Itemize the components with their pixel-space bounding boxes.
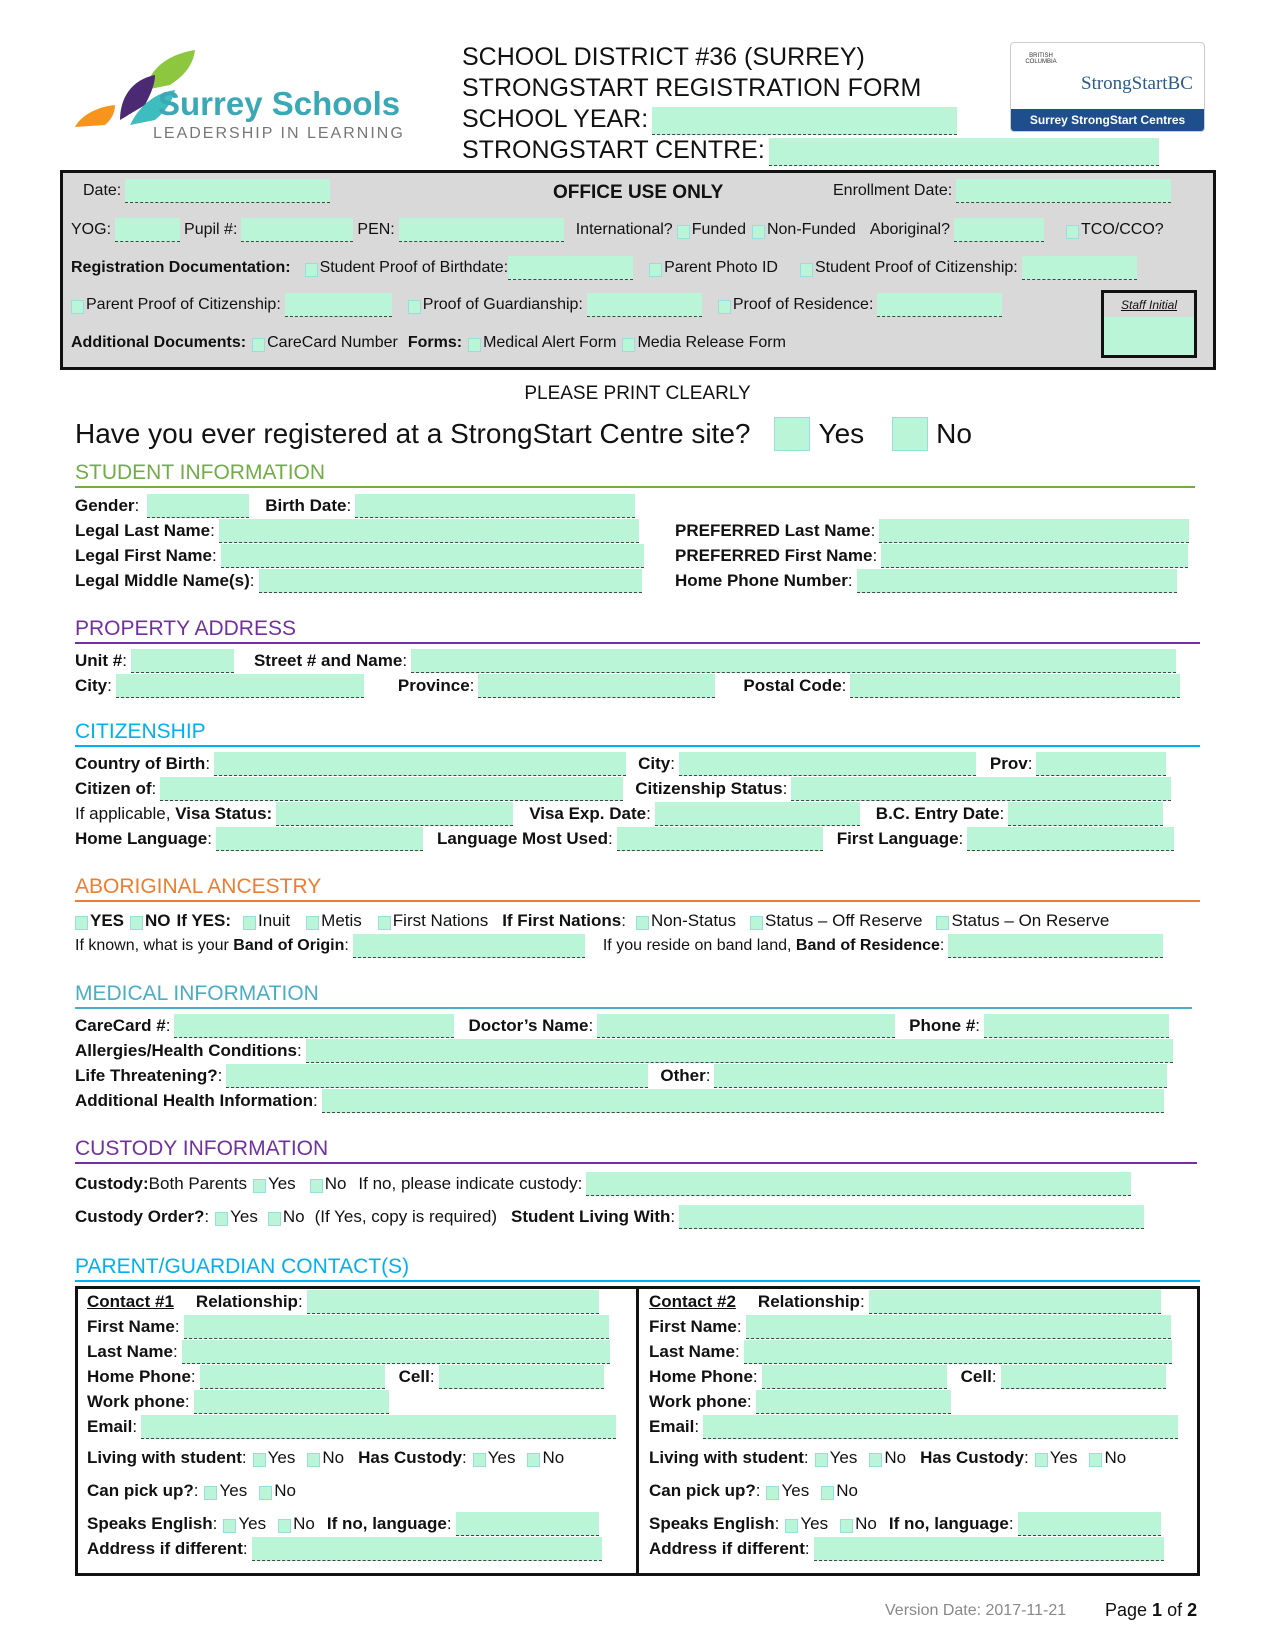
page-of: of [1162, 1600, 1188, 1620]
english-no-checkbox[interactable] [840, 1519, 853, 1533]
indicate-custody-field[interactable] [586, 1172, 1131, 1196]
carecard-field[interactable] [174, 1014, 454, 1038]
cell-label: Cell [960, 1367, 992, 1386]
custody-no-checkbox[interactable] [310, 1179, 323, 1193]
registered-yes-checkbox[interactable] [774, 417, 810, 451]
additional-health-label: Additional Health Information [75, 1091, 313, 1110]
allergies-field[interactable] [306, 1039, 1173, 1063]
both-parents-label: Both Parents [148, 1174, 247, 1193]
logo-name: Surrey Schools [158, 85, 401, 122]
language-field[interactable] [456, 1512, 599, 1536]
address-field[interactable] [252, 1537, 602, 1561]
contact-2-title: Contact #2 [649, 1292, 736, 1311]
first-nations-label: First Nations [392, 911, 489, 930]
other-field[interactable] [714, 1064, 1167, 1088]
off-reserve-label: Status – Off Reserve [765, 911, 923, 930]
inuit-label: Inuit [258, 911, 291, 930]
last-name-field[interactable] [182, 1340, 610, 1364]
aboriginal-yes-label: YES [90, 911, 125, 930]
province-label: Province [397, 676, 470, 695]
birth-city-field[interactable] [679, 752, 976, 776]
pickup-no-checkbox[interactable] [259, 1486, 272, 1500]
visa-exp-label: Visa Exp. Date [529, 804, 647, 823]
media-release-label: Media Release Form [637, 334, 786, 351]
home-phone-field[interactable] [762, 1365, 947, 1389]
aboriginal-yes-checkbox[interactable] [75, 916, 88, 930]
forms-label: Forms: [407, 334, 463, 351]
street-field[interactable] [411, 649, 1176, 673]
page-total: 2 [1187, 1600, 1198, 1620]
form-title: STRONGSTART REGISTRATION FORM [462, 74, 922, 102]
no-label: No [293, 1514, 315, 1533]
inuit-checkbox[interactable] [243, 916, 256, 930]
home-phone-field[interactable] [200, 1365, 385, 1389]
non-status-label: Non-Status [650, 911, 736, 930]
gender-field[interactable] [147, 494, 249, 518]
pupil-label: Pupil #: [184, 221, 238, 238]
pickup-label: Can pick up? [649, 1481, 756, 1500]
nonfunded-checkbox[interactable] [752, 225, 765, 239]
if-yes-label: If YES: [176, 911, 232, 930]
legal-last-label: Legal Last Name [75, 521, 211, 540]
order-yes-label: Yes [230, 1207, 258, 1226]
language-used-field[interactable] [617, 827, 823, 851]
parent-citizenship-checkbox[interactable] [71, 300, 84, 314]
language-label: If no, language [326, 1514, 447, 1533]
birthdate-field[interactable] [508, 256, 633, 280]
first-name-field[interactable] [184, 1315, 609, 1339]
living-no-checkbox[interactable] [869, 1453, 882, 1467]
cell-field[interactable] [1001, 1365, 1166, 1389]
has-custody-label: Has Custody [358, 1448, 463, 1467]
yes-label: Yes [219, 1481, 248, 1500]
no-label: No [274, 1481, 296, 1500]
reside-label: If you reside on band land, [602, 937, 792, 954]
first-nations-checkbox[interactable] [378, 916, 391, 930]
yes-label: Yes [829, 1448, 858, 1467]
language-used-label: Language Most Used [436, 829, 608, 848]
pen-label: PEN: [357, 221, 395, 238]
page-number [1105, 1600, 1197, 1621]
residence-checkbox[interactable] [718, 300, 731, 314]
first-name-label: First Name [87, 1317, 175, 1336]
residence-field[interactable] [877, 293, 1002, 317]
bc-logo: BRITISH COLUMBIA [1025, 53, 1057, 65]
on-reserve-checkbox[interactable] [936, 916, 949, 930]
medical-alert-label: Medical Alert Form [483, 334, 617, 351]
nonfunded-label: Non-Funded [766, 221, 856, 238]
media-release-checkbox[interactable] [622, 338, 635, 352]
living-label: Living with student [649, 1448, 804, 1467]
badge-caption: Surrey StrongStart Centres [1011, 109, 1204, 131]
living-with-label: Student Living With [510, 1207, 671, 1226]
yes-label: Yes [487, 1448, 516, 1467]
band-origin-label: Band of Origin [233, 937, 345, 954]
enrollment-date-label: Enrollment Date: [833, 182, 953, 199]
metis-label: Metis [321, 911, 362, 930]
no-label: No [322, 1448, 345, 1467]
date-label: Date: [83, 182, 122, 199]
doctor-label: Doctor’s Name [468, 1016, 589, 1035]
language-field[interactable] [1018, 1512, 1161, 1536]
language-label: If no, language [888, 1514, 1009, 1533]
citizenship-heading: CITIZENSHIP [75, 720, 1200, 747]
street-label: Street # and Name [253, 651, 403, 670]
custody-yes-label: Yes [267, 1174, 296, 1193]
relationship-label: Relationship [757, 1292, 860, 1311]
yes-label: Yes [1049, 1448, 1078, 1467]
pickup-no-checkbox[interactable] [821, 1486, 834, 1500]
email-label: Email [87, 1417, 133, 1436]
strongstart-badge [1010, 42, 1205, 132]
contact-1: Contact #1 Relationship : First Name : Last Name : Home Phone : Cell : Work phone : Email : Living with student : Yes No Has Custody : Yes No Can pick up? : Yes No Speaks English : Yes No If no, language : Address if different : [87, 1289, 649, 1574]
band-residence-label: Band of Residence [795, 937, 940, 954]
birth-date-label: Birth Date [265, 496, 347, 515]
order-yes-checkbox[interactable] [215, 1212, 228, 1226]
student-citizenship-field[interactable] [1022, 256, 1137, 280]
additional-health-field[interactable] [322, 1089, 1164, 1113]
registered-no-checkbox[interactable] [892, 417, 928, 451]
tco-label: TCO/CCO? [1080, 221, 1164, 238]
cell-field[interactable] [439, 1365, 604, 1389]
medical-heading: MEDICAL INFORMATION [75, 982, 1192, 1009]
last-name-label: Last Name [649, 1342, 735, 1361]
aboriginal-office-label: Aboriginal? [869, 221, 950, 238]
city-label: City [75, 676, 108, 695]
date-field[interactable] [125, 179, 330, 203]
allergies-label: Allergies/Health Conditions [75, 1041, 297, 1060]
aboriginal-no-label: NO [145, 911, 171, 930]
citizen-of-field[interactable] [160, 777, 623, 801]
school-year-field[interactable] [652, 107, 957, 135]
doctor-field[interactable] [597, 1014, 895, 1038]
district-title: SCHOOL DISTRICT #36 (SURREY) [462, 43, 865, 71]
non-status-checkbox[interactable] [636, 916, 649, 930]
birth-prov-field[interactable] [1036, 752, 1166, 776]
no-label: No [855, 1514, 877, 1533]
yes-label: Yes [267, 1448, 296, 1467]
legal-middle-field[interactable] [259, 569, 642, 593]
living-with-field[interactable] [679, 1205, 1144, 1229]
country-birth-field[interactable] [214, 752, 626, 776]
print-clearly: PLEASE PRINT CLEARLY [524, 383, 751, 404]
home-language-label: Home Language [75, 829, 208, 848]
pickup-yes-checkbox[interactable] [766, 1486, 779, 1500]
page-current: 1 [1152, 1600, 1163, 1620]
has-custody-label: Has Custody [920, 1448, 1025, 1467]
email-label: Email [649, 1417, 695, 1436]
home-language-field[interactable] [216, 827, 423, 851]
aboriginal-heading: ABORIGINAL ANCESTRY [75, 875, 1200, 902]
citizenship-status-label: Citizenship Status [635, 779, 783, 798]
band-residence-field[interactable] [948, 934, 1163, 958]
english-yes-checkbox[interactable] [223, 1519, 236, 1533]
school-year-label: SCHOOL YEAR: [462, 105, 649, 133]
living-yes-checkbox[interactable] [253, 1453, 266, 1467]
english-no-checkbox[interactable] [278, 1519, 291, 1533]
no-label: No [884, 1448, 907, 1467]
doctor-phone-label: Phone # [909, 1016, 976, 1035]
indicate-custody-label: If no, please indicate custody: [358, 1174, 583, 1193]
office-use-title: OFFICE USE ONLY [553, 182, 724, 203]
first-name-field[interactable] [746, 1315, 1171, 1339]
unit-field[interactable] [131, 649, 234, 673]
centre-field[interactable] [769, 138, 1159, 166]
custody-label: Custody: [75, 1174, 149, 1193]
email-field[interactable] [703, 1415, 1178, 1439]
yes-label: Yes [800, 1514, 829, 1533]
yes-label: Yes [781, 1481, 810, 1500]
birthdate-checkbox[interactable] [305, 263, 318, 277]
student-citizenship-checkbox[interactable] [800, 263, 813, 277]
citizenship-status-field[interactable] [791, 777, 1171, 801]
birth-prov-label: Prov [989, 754, 1028, 773]
preferred-first-field[interactable] [881, 544, 1188, 568]
last-name-field[interactable] [744, 1340, 1172, 1364]
if-first-nations-label: If First Nations [502, 911, 622, 930]
metis-checkbox[interactable] [306, 916, 319, 930]
registered-no-label: No [936, 418, 972, 449]
english-yes-checkbox[interactable] [785, 1519, 798, 1533]
visa-status-label: Visa Status: [175, 804, 273, 823]
city-field[interactable] [116, 674, 364, 698]
no-label: No [836, 1481, 858, 1500]
entry-date-label: B.C. Entry Date [875, 804, 1000, 823]
citizen-of-label: Citizen of [75, 779, 152, 798]
relationship-label: Relationship [195, 1292, 298, 1311]
carecard-doc-label: CareCard Number [267, 334, 398, 351]
home-phone-label: Home Phone [649, 1367, 753, 1386]
international-label: International? [575, 221, 673, 238]
gender-label: Gender [75, 496, 135, 515]
contact-1-title: Contact #1 [87, 1292, 174, 1311]
yog-field[interactable] [115, 218, 180, 242]
badge-brand: StrongStartBC [1081, 73, 1193, 94]
student-info-heading: STUDENT INFORMATION [75, 461, 1195, 488]
parent-citizenship-label: Parent Proof of Citizenship: [86, 296, 281, 313]
pickup-label: Can pick up? [87, 1481, 194, 1500]
entry-date-field[interactable] [1008, 802, 1163, 826]
on-reserve-label: Status – On Reserve [951, 911, 1110, 930]
photo-id-checkbox[interactable] [649, 263, 662, 277]
funded-label: Funded [691, 221, 746, 238]
if-applicable-label: If applicable, [75, 804, 171, 823]
legal-last-field[interactable] [219, 519, 639, 543]
legal-middle-label: Legal Middle Name(s) [75, 571, 250, 590]
other-label: Other [660, 1066, 706, 1085]
country-birth-label: Country of Birth [75, 754, 206, 773]
living-no-checkbox[interactable] [307, 1453, 320, 1467]
preferred-last-field[interactable] [879, 519, 1189, 543]
copy-required-label: (If Yes, copy is required) [314, 1207, 497, 1226]
doctor-phone-field[interactable] [984, 1014, 1169, 1038]
birth-date-field[interactable] [355, 494, 635, 518]
parent-citizenship-field[interactable] [285, 293, 392, 317]
known-label: If known, what is your [75, 937, 229, 954]
staff-initial-label: Staff Initial [1104, 293, 1194, 317]
staff-initial-box[interactable] [1101, 290, 1197, 358]
office-use-panel [60, 170, 1216, 370]
preferred-first-label: PREFERRED First Name [675, 546, 873, 565]
yes-label: Yes [238, 1514, 267, 1533]
version-date: Version Date: 2017-11-21 [885, 1602, 1067, 1619]
carecard-checkbox[interactable] [252, 338, 265, 352]
home-phone-field[interactable] [857, 569, 1177, 593]
first-name-label: First Name [649, 1317, 737, 1336]
last-name-label: Last Name [87, 1342, 173, 1361]
living-label: Living with student [87, 1448, 242, 1467]
yog-label: YOG: [71, 221, 112, 238]
birthdate-label: Student Proof of Birthdate: [319, 259, 509, 276]
carecard-label: CareCard # [75, 1016, 166, 1035]
aboriginal-office-field[interactable] [954, 218, 1044, 242]
first-language-label: First Language [836, 829, 959, 848]
medical-alert-checkbox[interactable] [468, 338, 481, 352]
pickup-yes-checkbox[interactable] [204, 1486, 217, 1500]
email-field[interactable] [141, 1415, 616, 1439]
english-label: Speaks English [649, 1514, 775, 1533]
relationship-field[interactable] [307, 1290, 599, 1314]
life-threatening-label: Life Threatening? [75, 1066, 218, 1085]
property-address-heading: PROPERTY ADDRESS [75, 617, 1200, 644]
funded-checkbox[interactable] [677, 225, 690, 239]
postal-label: Postal Code [743, 676, 842, 695]
aboriginal-no-checkbox[interactable] [130, 916, 143, 930]
visa-status-field[interactable] [276, 802, 513, 826]
unit-label: Unit # [75, 651, 123, 670]
visa-exp-field[interactable] [655, 802, 860, 826]
english-label: Speaks English [87, 1514, 213, 1533]
band-origin-field[interactable] [353, 934, 585, 958]
legal-first-label: Legal First Name [75, 546, 212, 565]
province-field[interactable] [478, 674, 715, 698]
preferred-last-label: PREFERRED Last Name [675, 521, 871, 540]
custody-yes-checkbox[interactable] [1035, 1453, 1048, 1467]
custody-no-checkbox[interactable] [527, 1453, 540, 1467]
pupil-field[interactable] [241, 218, 353, 242]
postal-field[interactable] [850, 674, 1180, 698]
residence-label: Proof of Residence: [732, 296, 874, 313]
home-phone-label: Home Phone [87, 1367, 191, 1386]
contact-2: Contact #2 Relationship : First Name : Last Name : Home Phone : Cell : Work phone : Email : Living with student : Yes No Has Custody : Yes No Can pick up? : Yes No Speaks English : Yes No If no, language : Address if different : [649, 1289, 1211, 1574]
work-phone-label: Work phone [87, 1392, 185, 1411]
home-phone-label: Home Phone Number [675, 571, 848, 590]
guardianship-checkbox[interactable] [408, 300, 421, 314]
logo-tagline: LEADERSHIP IN LEARNING [153, 125, 405, 142]
custody-no-checkbox[interactable] [1089, 1453, 1102, 1467]
cell-label: Cell [398, 1367, 430, 1386]
student-citizenship-label: Student Proof of Citizenship: [814, 259, 1018, 276]
guardianship-field[interactable] [587, 293, 702, 317]
life-threatening-field[interactable] [226, 1064, 648, 1088]
surrey-schools-logo [75, 45, 425, 145]
work-phone-label: Work phone [649, 1392, 747, 1411]
work-phone-field[interactable] [756, 1390, 951, 1414]
additional-docs-label: Additional Documents: [71, 334, 247, 351]
relationship-field[interactable] [869, 1290, 1161, 1314]
off-reserve-checkbox[interactable] [750, 916, 763, 930]
living-yes-checkbox[interactable] [815, 1453, 828, 1467]
first-language-field[interactable] [967, 827, 1174, 851]
no-label: No [1104, 1448, 1127, 1467]
photo-id-label: Parent Photo ID [664, 259, 778, 276]
custody-no-label: No [324, 1174, 347, 1193]
order-no-label: No [282, 1207, 305, 1226]
tco-checkbox[interactable] [1066, 225, 1079, 239]
contacts-heading: PARENT/GUARDIAN CONTACT(S) [75, 1255, 1200, 1282]
pen-field[interactable] [399, 218, 564, 242]
centre-label: STRONGSTART CENTRE: [462, 136, 765, 164]
address-field[interactable] [814, 1537, 1164, 1561]
address-label: Address if different [649, 1539, 805, 1558]
birth-city-label: City [638, 754, 671, 773]
page-prefix: Page [1105, 1600, 1153, 1620]
custody-order-label: Custody Order? [75, 1207, 205, 1226]
regdoc-label: Registration Documentation: [71, 259, 291, 276]
registered-question: Have you ever registered at a StrongStart Centre site? [75, 418, 751, 449]
legal-first-field[interactable] [221, 544, 644, 568]
custody-yes-checkbox[interactable] [253, 1179, 266, 1193]
order-no-checkbox[interactable] [268, 1212, 281, 1226]
address-label: Address if different [87, 1539, 243, 1558]
work-phone-field[interactable] [194, 1390, 389, 1414]
guardianship-label: Proof of Guardianship: [422, 296, 583, 313]
no-label: No [542, 1448, 565, 1467]
registered-yes-label: Yes [818, 418, 865, 449]
enrollment-date-field[interactable] [956, 179, 1171, 203]
custody-yes-checkbox[interactable] [473, 1453, 486, 1467]
custody-heading: CUSTODY INFORMATION [75, 1137, 1197, 1164]
